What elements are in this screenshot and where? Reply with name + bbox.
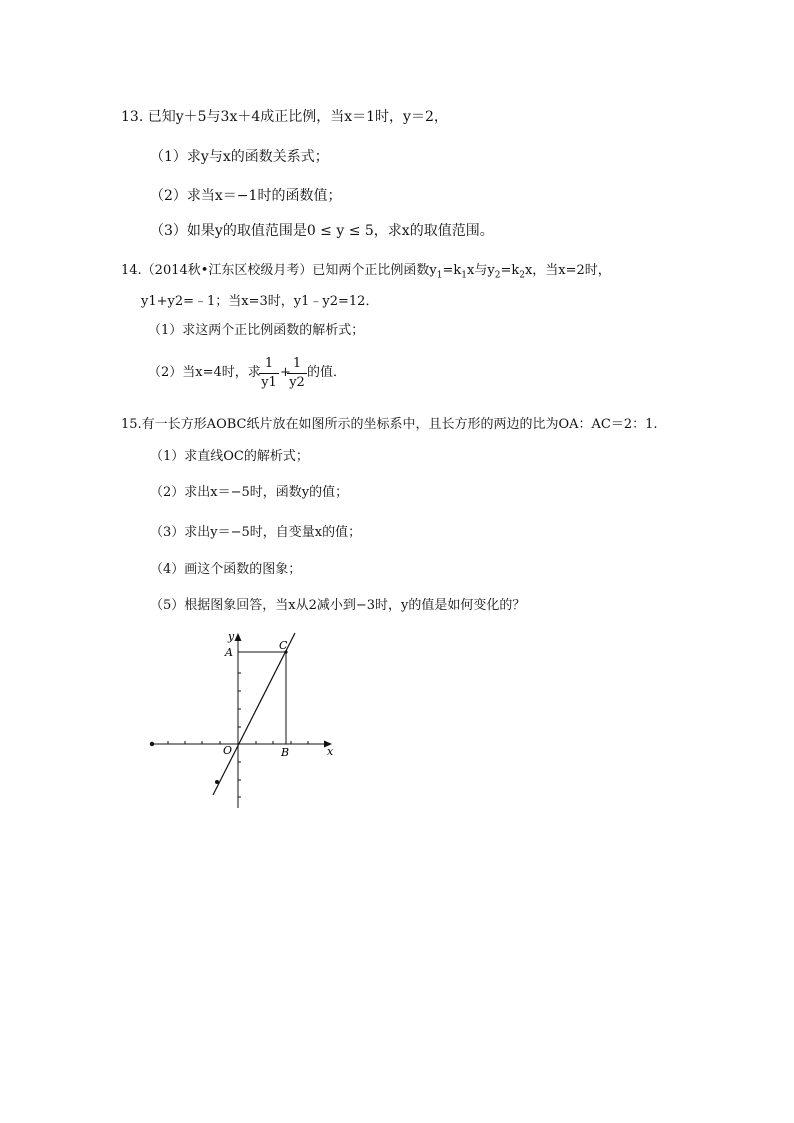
q14-part-2-prefix: （2）当x=4时，求 xyxy=(148,365,261,380)
q13-part-1: （1）求y与x的函数关系式； xyxy=(150,149,329,165)
label-y: y xyxy=(228,630,235,643)
fraction-2-denominator: y2 xyxy=(289,375,305,390)
q15-part-2: （2）求出x＝−5时，函数y的值； xyxy=(150,485,349,500)
fraction-1-denominator: y1 xyxy=(261,375,277,390)
q15-part-4: （4）画这个函数的图象； xyxy=(150,562,302,577)
label-A: A xyxy=(225,646,233,659)
q13-stem: 13. 已知y＋5与3x＋4成正比例，当x＝1时，y＝2， xyxy=(121,109,448,125)
fraction-1-numerator: 1 xyxy=(264,356,274,371)
q15-part-1: （1）求直线OC的解析式； xyxy=(150,449,309,464)
label-C: C xyxy=(279,639,288,652)
q13-part-3: （3）如果y的取值范围是0 ≤ y ≤ 5，求x的取值范围。 xyxy=(150,223,494,239)
point-on-line-dot xyxy=(215,780,219,784)
x-axis-left-dot xyxy=(150,742,154,746)
q15-part-3: （3）求出y＝−5时，自变量x的值； xyxy=(150,525,362,540)
q14-plus-sign: + xyxy=(280,365,291,380)
q15-part-5: （5）根据图象回答，当x从2减小到−3时，y的值是如何变化的？ xyxy=(150,598,526,613)
fraction-2-numerator: 1 xyxy=(292,356,302,371)
label-O: O xyxy=(223,744,233,757)
y-axis-arrow xyxy=(235,633,242,641)
q14-part-2-suffix: 的值． xyxy=(307,365,347,380)
q14-condition-line: y1+y2=﹣1；当x=3时，y1﹣y2=12． xyxy=(141,294,379,309)
label-B: B xyxy=(281,746,290,759)
q15-stem: 15.有一长方形AOBC纸片放在如图所示的坐标系中，且长方形的两边的比为OA：AC＝2：1. xyxy=(121,417,658,432)
q14-part-1: （1）求这两个正比例函数的解析式； xyxy=(148,323,365,338)
label-x: x xyxy=(327,745,334,758)
q14-stem: 14.（2014秋•江东区校级月考）已知两个正比例函数$y_1=k_1x$与$y_2=k_2x$，当x=2时， xyxy=(121,263,611,281)
q13-part-2: （2）求当x＝−1时的函数值； xyxy=(150,188,342,204)
